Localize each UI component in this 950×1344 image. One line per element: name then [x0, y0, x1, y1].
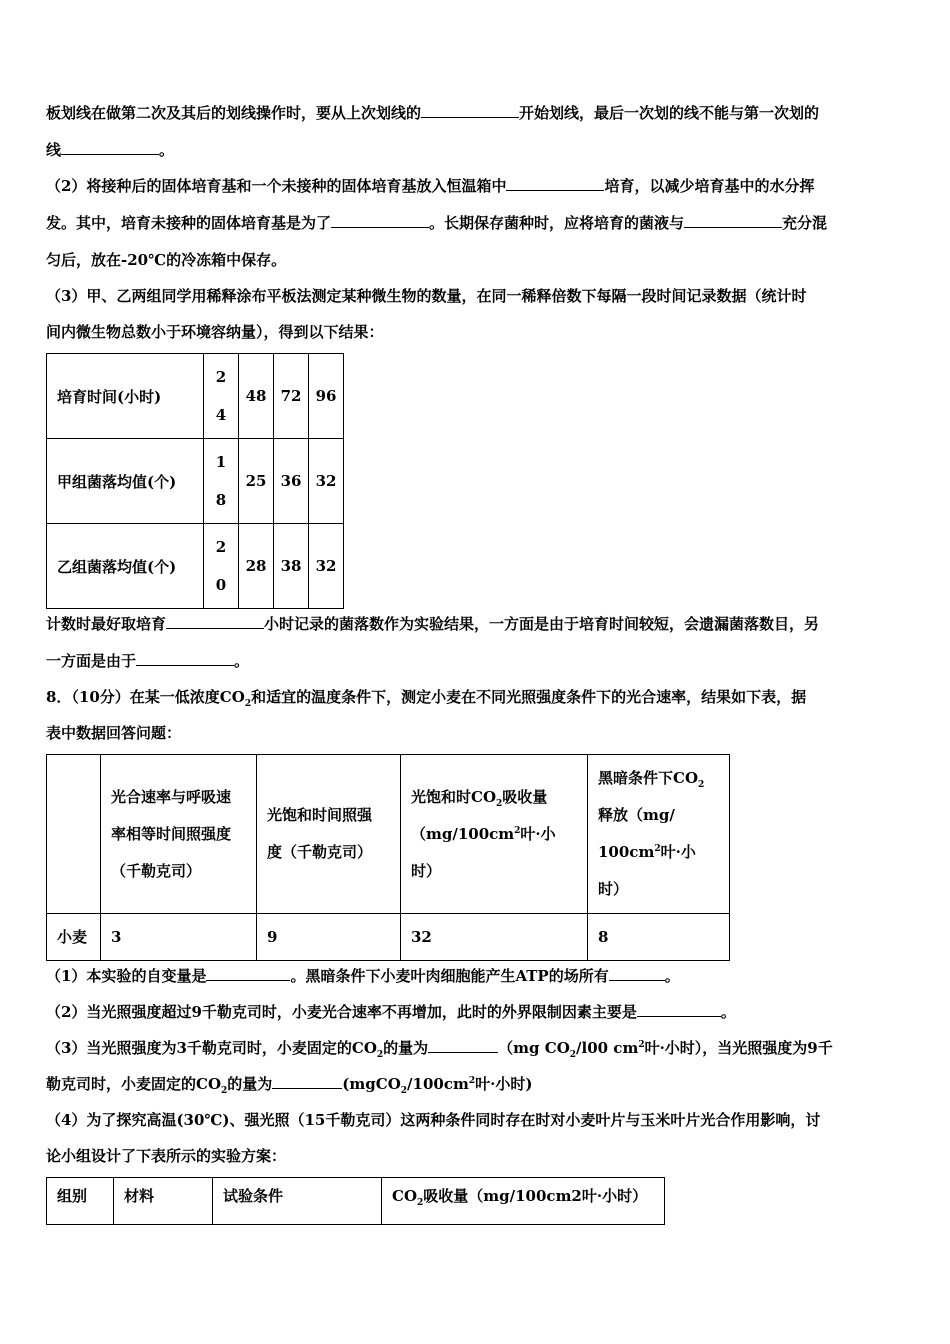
- stacked-cell: [204, 354, 239, 439]
- text: 光饱和时间照强: [267, 806, 373, 824]
- text: 勒克司时，小麦固定的CO: [46, 1075, 222, 1093]
- digit: 1: [215, 453, 227, 471]
- subscript: 2: [496, 798, 503, 809]
- q8-line2: 表中数据回答问题：: [46, 724, 182, 742]
- cell: 96: [309, 354, 344, 439]
- text: 计数时最好取培育: [46, 615, 167, 633]
- text: 时）: [411, 861, 442, 880]
- superscript: 2: [514, 825, 521, 836]
- answer-blank[interactable]: [206, 966, 290, 981]
- text: [411, 779, 587, 816]
- text: 100cm: [598, 843, 655, 861]
- subscript: 2: [400, 1086, 408, 1096]
- header-cell: 组别: [47, 1178, 114, 1225]
- subscript: 2: [698, 780, 705, 790]
- cell: 3: [101, 914, 257, 961]
- text: 充分混: [782, 214, 828, 232]
- p1-line1: [46, 103, 819, 123]
- sub4-line2: 论小组设计了下表所示的实验方案：: [46, 1147, 287, 1165]
- text: 开始划线，最后一次划的线不能与第一次划的: [519, 104, 820, 122]
- table-row: [47, 354, 344, 439]
- digit: 4: [215, 406, 227, 424]
- text: （3）当光照强度为3千勒克司时，小麦固定的CO: [46, 1039, 377, 1057]
- header-cell: [382, 1178, 665, 1225]
- cell: 28: [239, 524, 274, 609]
- p1-line2: [46, 140, 174, 160]
- header-cell: [401, 755, 588, 914]
- superscript: 2: [468, 1076, 476, 1086]
- text: 率相等时间照强度: [111, 824, 232, 843]
- text: 叶·小: [660, 843, 696, 861]
- text: 发。其中，培育未接种的固体培育基是为了: [46, 214, 332, 232]
- text: 。长期保存菌种时，应将培育的菌液与: [429, 214, 685, 232]
- text: 释放（mg/: [598, 806, 675, 824]
- text: [598, 834, 729, 871]
- header-cell: 试验条件: [213, 1178, 382, 1225]
- text: 叶·小时），当光照强度为9千: [644, 1039, 833, 1057]
- text: 吸收量（mg/100cm2叶·小时）: [423, 1187, 648, 1205]
- text: 一方面是由于: [46, 652, 137, 670]
- after-table1-line1: [46, 614, 819, 634]
- answer-blank[interactable]: [331, 213, 429, 228]
- cell: 9: [257, 914, 401, 961]
- text: /l00 cm: [576, 1039, 639, 1057]
- q3-line2: 间内微生物总数小于环境容纳量），得到以下结果：: [46, 323, 384, 341]
- digit: 2: [215, 538, 227, 556]
- sub4-line1: （4）为了探究高温(30℃)、强光照（15千勒克司）这两种条件同时存在时对小麦叶片与玉米叶片光合作用影响，讨: [46, 1111, 821, 1129]
- text: 光合速率与呼吸速: [111, 787, 232, 806]
- subscript: 2: [417, 1198, 424, 1208]
- header-cell: [588, 755, 730, 914]
- text: 叶·小时): [475, 1075, 533, 1093]
- answer-blank[interactable]: [684, 213, 782, 228]
- text: （mg/100cm: [411, 824, 515, 843]
- sub2-line: [46, 1002, 736, 1022]
- answer-blank[interactable]: [637, 1002, 721, 1017]
- header-cell: 材料: [114, 1178, 213, 1225]
- header-cell: [101, 755, 257, 914]
- table-row: [47, 914, 730, 961]
- after-table1-line2: [46, 651, 249, 671]
- row-label: 乙组菌落均值(个): [47, 524, 204, 609]
- text: （mg CO: [498, 1039, 570, 1057]
- text: （2）将接种后的固体培育基和一个未接种的固体培育基放入恒温箱中: [46, 177, 507, 195]
- row-label: 培育时间(小时): [47, 354, 204, 439]
- text: 光饱和时CO: [411, 787, 497, 806]
- row-label: 甲组菌落均值(个): [47, 439, 204, 524]
- text: （千勒克司）: [111, 861, 202, 880]
- table-header-row: [47, 755, 730, 914]
- cell: 8: [588, 914, 730, 961]
- cell: 48: [239, 354, 274, 439]
- table-row: [47, 439, 344, 524]
- answer-blank[interactable]: [136, 651, 234, 666]
- cell: 25: [239, 439, 274, 524]
- text: 板划线在做第二次及其后的划线操作时，要从上次划线的: [46, 104, 422, 122]
- q2-line1: [46, 176, 814, 196]
- text: /100cm: [407, 1075, 469, 1093]
- cell: 72: [274, 354, 309, 439]
- text: （1）本实验的自变量是: [46, 967, 207, 985]
- header-cell: [257, 755, 401, 914]
- text: 。黑暗条件下小麦叶肉细胞能产生ATP的场所有: [290, 967, 609, 985]
- text: 黑暗条件下CO: [598, 769, 699, 787]
- subscript: 2: [244, 699, 252, 709]
- digit: 8: [215, 491, 227, 509]
- cell: 32: [309, 439, 344, 524]
- answer-blank[interactable]: [506, 176, 604, 191]
- photosynthesis-table: [46, 754, 730, 961]
- superscript: 2: [638, 1040, 645, 1050]
- text: 的量为: [227, 1075, 273, 1093]
- q2-line2: [46, 213, 827, 233]
- text: 线: [46, 141, 62, 159]
- subscript: 2: [569, 1050, 577, 1060]
- answer-blank[interactable]: [61, 140, 159, 155]
- cell: 36: [274, 439, 309, 524]
- answer-blank[interactable]: [428, 1038, 498, 1053]
- q3-line1: （3）甲、乙两组同学用稀释涂布平板法测定某种微生物的数量，在同一稀释倍数下每隔一段时间记录数据（统计时: [46, 287, 807, 305]
- text: 时）: [598, 880, 629, 898]
- q2-line3: 匀后，放在-20℃的冷冻箱中保存。: [46, 251, 287, 269]
- text: 叶·小: [520, 824, 556, 843]
- text: 。: [234, 652, 250, 670]
- superscript: 2: [654, 844, 661, 854]
- text: 度（千勒克司）: [267, 843, 373, 861]
- text: 小时记录的菌落数作为实验结果，一方面是由于培育时间较短，会遗漏菌落数目，另: [264, 615, 820, 633]
- text: 培育，以减少培育基中的水分挥: [604, 177, 815, 195]
- empty-cell: [47, 755, 101, 914]
- text: 。: [159, 141, 175, 159]
- q8-line1: [46, 687, 806, 707]
- text: 。: [720, 1003, 736, 1021]
- answer-blank[interactable]: [609, 966, 665, 981]
- answer-blank[interactable]: [166, 614, 264, 629]
- cell: 38: [274, 524, 309, 609]
- colony-count-table: [46, 353, 344, 609]
- stacked-cell: [204, 439, 239, 524]
- digit: 2: [215, 368, 227, 386]
- sub3-line2: [46, 1074, 532, 1094]
- experiment-plan-table: [46, 1177, 665, 1225]
- row-label: 小麦: [47, 914, 101, 961]
- text: [598, 760, 729, 797]
- stacked-cell: [204, 524, 239, 609]
- answer-blank[interactable]: [272, 1074, 342, 1089]
- text: 吸收量: [502, 787, 548, 806]
- text: (mgCO: [342, 1075, 401, 1093]
- sub1-line: [46, 966, 680, 986]
- text: 。: [664, 967, 680, 985]
- subscript: 2: [221, 1086, 228, 1096]
- table-header-row: [47, 1178, 665, 1225]
- sub3-line1: [46, 1038, 833, 1058]
- text: 和适宜的温度条件下，测定小麦在不同光照强度条件下的光合速率，结果如下表，据: [251, 688, 807, 706]
- text: 8．（10分）在某一低浓度CO: [46, 688, 245, 706]
- answer-blank[interactable]: [421, 103, 519, 118]
- cell: 32: [401, 914, 588, 961]
- digit: 0: [215, 576, 227, 594]
- subscript: 2: [376, 1050, 384, 1060]
- text: [411, 816, 587, 853]
- table-row: [47, 524, 344, 609]
- text: （2）当光照强度超过9千勒克司时，小麦光合速率不再增加，此时的外界限制因素主要是: [46, 1003, 637, 1021]
- text: CO: [392, 1187, 418, 1205]
- cell: 32: [309, 524, 344, 609]
- text: 的量为: [383, 1039, 429, 1057]
